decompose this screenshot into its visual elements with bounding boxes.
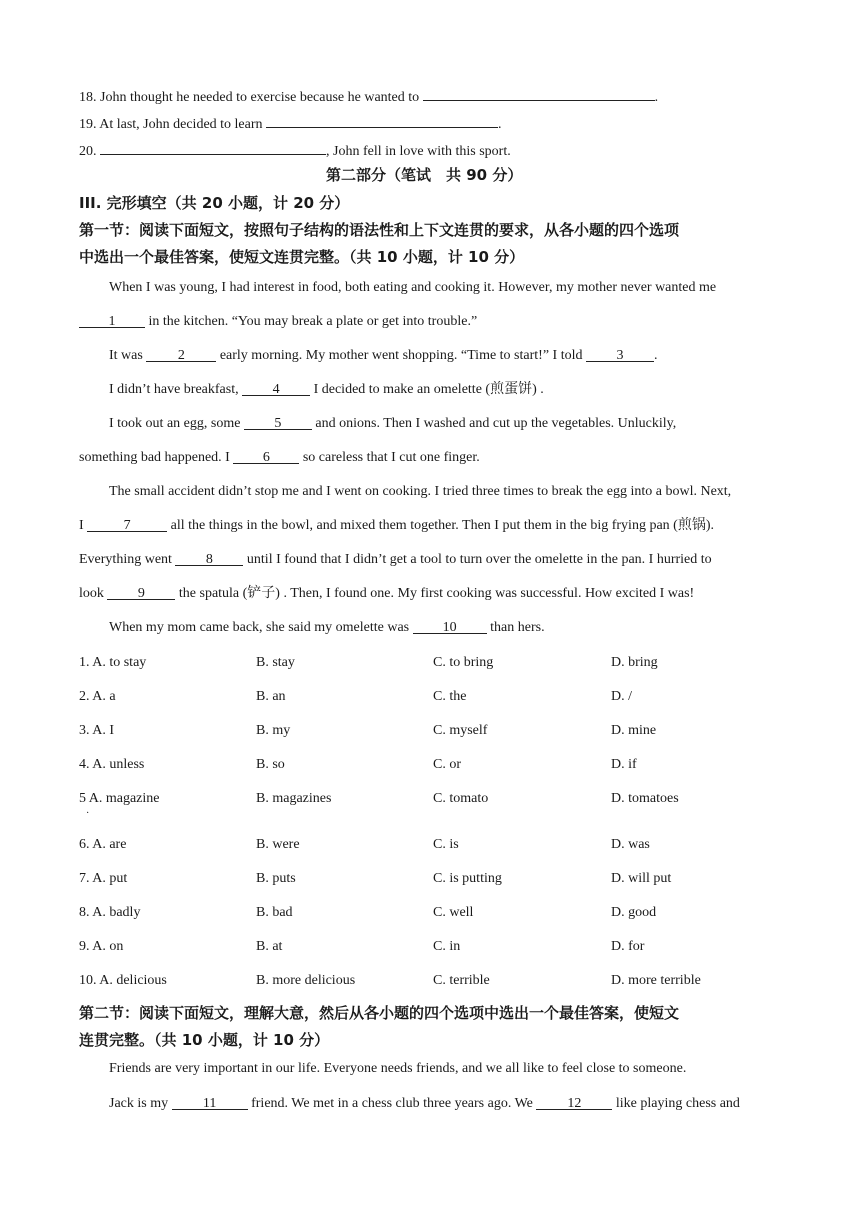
option-c[interactable]: C. is	[433, 837, 459, 852]
section3-title: III. 完形填空（共 20 小题，计 20 分）	[79, 194, 350, 212]
passage1-line: I didn’t have breakfast, 4 I decided to make an omelette (煎蛋饼) .	[109, 382, 544, 397]
option-b[interactable]: B. bad	[256, 905, 293, 920]
option-a[interactable]: 1. A. to stay	[79, 655, 147, 670]
option-d[interactable]: D. for	[611, 939, 645, 954]
passage1-line: I took out an egg, some 5 and onions. Then I washed and cut up the vegetables. Unluckily,	[109, 416, 677, 431]
option-a[interactable]: 7. A. put	[79, 871, 128, 886]
passage1-line: Everything went 8 until I found that I didn’t get a tool to turn over the omelette in the pan. I hurried to	[79, 552, 712, 567]
option-c[interactable]: C. or	[433, 757, 461, 772]
option-a[interactable]: 6. A. are	[79, 837, 127, 852]
sub2-instruction-line2: 连贯完整。（共 10 小题，计 10 分）	[79, 1031, 330, 1049]
option-d[interactable]: D. tomatoes	[611, 791, 679, 806]
option-d[interactable]: D. if	[611, 757, 637, 772]
cloze-blank-6[interactable]: 6	[233, 449, 299, 464]
cloze-blank-9[interactable]: 9	[107, 585, 175, 600]
passage1-line: The small accident didn’t stop me and I went on cooking. I tried three times to break the egg into a bowl. Next,	[109, 484, 732, 499]
cloze-blank-5[interactable]: 5	[244, 415, 312, 430]
option-c[interactable]: C. terrible	[433, 973, 490, 988]
passage1-line: look 9 the spatula (铲子) . Then, I found one. My first cooking was successful. How excited I was!	[79, 586, 695, 601]
option-b[interactable]: B. magazines	[256, 791, 332, 806]
option-c[interactable]: C. in	[433, 939, 461, 954]
option-b[interactable]: B. more delicious	[256, 973, 356, 988]
answer-blank[interactable]	[100, 140, 326, 155]
cloze-blank-7[interactable]: 7	[87, 517, 167, 532]
part2-title: 第二部分（笔试 共 90 分）	[326, 166, 523, 184]
option-a[interactable]: 4. A. unless	[79, 757, 145, 772]
option-a[interactable]: 9. A. on	[79, 939, 124, 954]
option-b[interactable]: B. stay	[256, 655, 295, 670]
option-d[interactable]: D. will put	[611, 871, 672, 886]
cloze-blank-10[interactable]: 10	[413, 619, 487, 634]
option-a[interactable]: 8. A. badly	[79, 905, 141, 920]
option-c[interactable]: C. tomato	[433, 791, 489, 806]
option-c[interactable]: C. myself	[433, 723, 488, 738]
stray-dot: ·	[86, 808, 90, 819]
cloze-blank-8[interactable]: 8	[175, 551, 243, 566]
option-a[interactable]: 2. A. a	[79, 689, 116, 704]
passage1-line: 1 in the kitchen. “You may break a plate or get into trouble.”	[79, 313, 477, 331]
option-b[interactable]: B. an	[256, 689, 286, 704]
cloze-blank-4[interactable]: 4	[242, 381, 310, 396]
sub1-instruction-line2: 中选出一个最佳答案，使短文连贯完整。（共 10 小题，计 10 分）	[79, 248, 525, 266]
answer-blank[interactable]	[423, 86, 655, 101]
cloze-blank-12[interactable]: 12	[536, 1095, 612, 1110]
cloze-blank-3[interactable]: 3	[586, 347, 654, 362]
passage1-line: When I was young, I had interest in food, both eating and cooking it. However, my mother never wanted me	[109, 280, 717, 295]
option-c[interactable]: C. to bring	[433, 655, 494, 670]
option-b[interactable]: B. at	[256, 939, 283, 954]
option-b[interactable]: B. so	[256, 757, 285, 772]
question-20: 20. , John fell in love with this sport.	[79, 140, 511, 161]
question-18: 18. John thought he needed to exercise because he wanted to .	[79, 86, 658, 107]
option-c[interactable]: C. well	[433, 905, 474, 920]
question-19: 19. At last, John decided to learn .	[79, 113, 502, 134]
option-d[interactable]: D. was	[611, 837, 650, 852]
answer-blank[interactable]	[266, 113, 498, 128]
option-b[interactable]: B. were	[256, 837, 300, 852]
option-d[interactable]: D. more terrible	[611, 973, 701, 988]
cloze-blank-11[interactable]: 11	[172, 1095, 248, 1110]
passage1-line: It was 2 early morning. My mother went shopping. “Time to start!” I told 3 .	[109, 348, 658, 363]
option-d[interactable]: D. bring	[611, 655, 658, 670]
option-d[interactable]: D. /	[611, 689, 632, 704]
passage2-line: Friends are very important in our life. Everyone needs friends, and we all like to feel close to someone.	[109, 1061, 687, 1076]
sub2-instruction-line1: 第二节：阅读下面短文，理解大意，然后从各小题的四个选项中选出一个最佳答案，使短文	[79, 1004, 680, 1022]
option-a[interactable]: 10. A. delicious	[79, 973, 167, 988]
option-c[interactable]: C. is putting	[433, 871, 502, 886]
passage1-line: I 7 all the things in the bowl, and mixed them together. Then I put them in the big frying pan (煎锅).	[79, 518, 714, 533]
option-b[interactable]: B. puts	[256, 871, 296, 886]
option-a[interactable]: 5 A. magazine	[79, 791, 160, 806]
sub1-instruction-line1: 第一节：阅读下面短文，按照句子结构的语法性和上下文连贯的要求，从各小题的四个选项	[79, 221, 680, 239]
passage1-line: something bad happened. I 6 so careless that I cut one finger.	[79, 450, 480, 465]
option-d[interactable]: D. mine	[611, 723, 657, 738]
option-c[interactable]: C. the	[433, 689, 467, 704]
passage1-line: When my mom came back, she said my omelette was 10 than hers.	[109, 620, 545, 635]
option-b[interactable]: B. my	[256, 723, 291, 738]
option-d[interactable]: D. good	[611, 905, 657, 920]
cloze-blank-2[interactable]: 2	[146, 347, 216, 362]
cloze-blank-1[interactable]: 1	[79, 313, 145, 328]
option-a[interactable]: 3. A. I	[79, 723, 114, 738]
passage2-line: Jack is my 11 friend. We met in a chess club three years ago. We 12 like playing chess and	[109, 1096, 740, 1111]
